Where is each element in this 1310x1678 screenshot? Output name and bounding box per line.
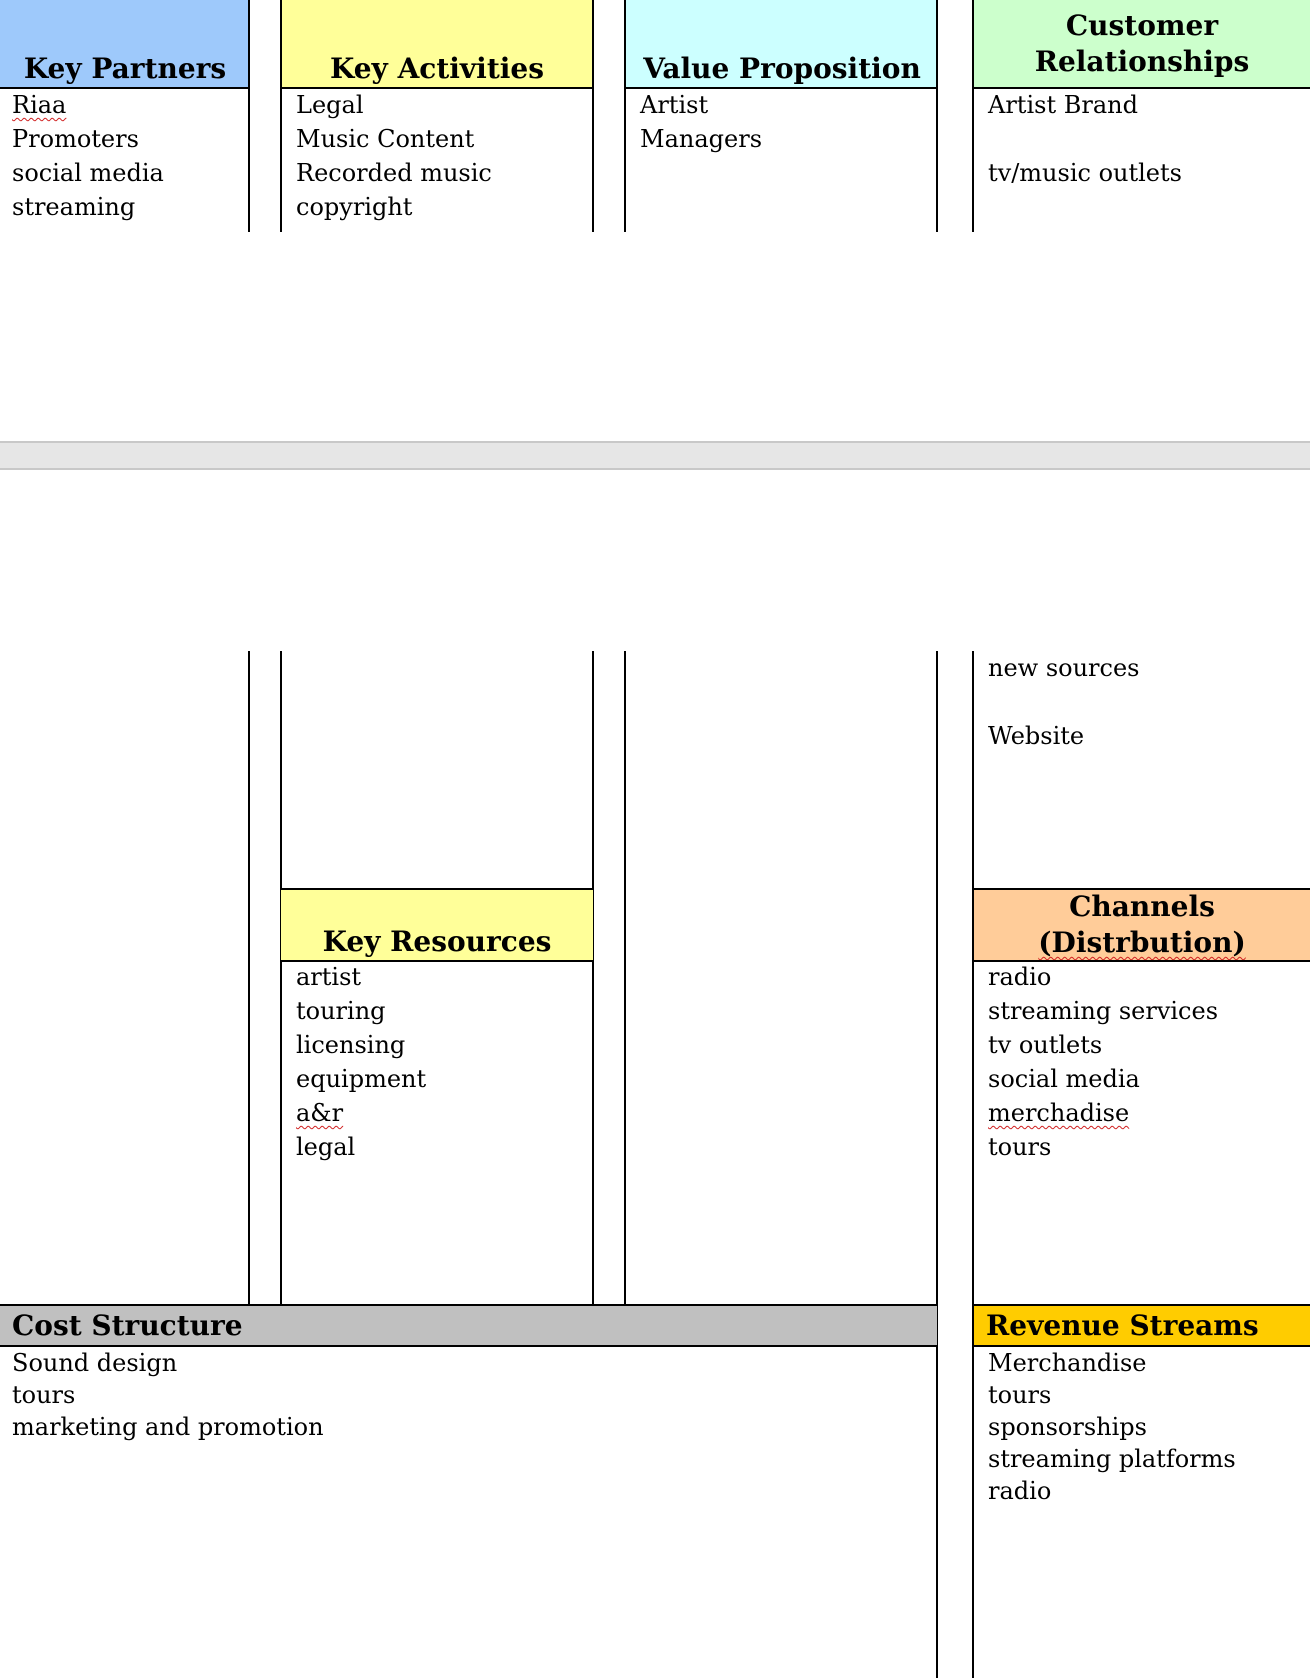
divider-line (624, 0, 626, 232)
divider-line (592, 651, 594, 1304)
list-item (988, 685, 1140, 719)
list-item: Artist (640, 91, 709, 119)
customer-relationships-header (974, 0, 1310, 89)
key-resources-title: Key Resources (322, 925, 552, 958)
list-item: Sound design (12, 1349, 178, 1377)
list-item: merchadise (988, 1099, 1130, 1127)
key-activities-header (281, 0, 593, 89)
cost-structure-title: Cost Structure (12, 1308, 243, 1342)
key-resources-header (281, 888, 593, 962)
key-activities-list (296, 88, 492, 224)
list-item: tv outlets (988, 1031, 1103, 1059)
key-partners-list (12, 88, 164, 224)
divider-line (280, 0, 282, 232)
list-item: new sources (988, 654, 1140, 682)
revenue-streams-header (974, 1304, 1310, 1347)
value-proposition-title: Value Proposition (643, 52, 921, 85)
list-item: radio (988, 1477, 1052, 1505)
channels-list (988, 960, 1218, 1164)
canvas-page-top (0, 0, 1310, 441)
divider-line (248, 651, 250, 1304)
list-item: licensing (296, 1031, 406, 1059)
list-item: sponsorships (988, 1413, 1147, 1441)
list-item: Recorded music (296, 159, 492, 187)
divider-line (972, 651, 974, 1678)
customer-relationships-continued-list (988, 651, 1140, 753)
page-break (0, 441, 1310, 470)
divider-line (624, 651, 626, 1304)
cost-structure-header (0, 1304, 937, 1347)
customer-relationships-title-line1: Customer (1065, 8, 1219, 42)
divider-line (592, 0, 594, 232)
list-item: tours (988, 1381, 1052, 1409)
revenue-streams-title: Revenue Streams (986, 1308, 1259, 1342)
list-item: Merchandise (988, 1349, 1147, 1377)
list-item: streaming platforms (988, 1445, 1236, 1473)
key-partners-title: Key Partners (23, 52, 227, 85)
customer-relationships-title-line2: Relationships (1034, 44, 1250, 78)
list-item: artist (296, 963, 362, 991)
key-activities-title: Key Activities (330, 52, 544, 85)
divider-line (280, 651, 282, 1304)
list-item: Music Content (296, 125, 475, 153)
customer-relationships-list (988, 88, 1182, 190)
list-item: Artist Brand (988, 91, 1138, 119)
list-item: tv/music outlets (988, 159, 1182, 187)
list-item: equipment (296, 1065, 427, 1093)
channels-header (974, 888, 1310, 962)
list-item: Promoters (12, 125, 139, 153)
divider-line (972, 0, 974, 232)
divider-line (936, 0, 938, 232)
revenue-streams-list (988, 1346, 1236, 1506)
canvas-page-bottom (0, 470, 1310, 1678)
list-item: copyright (296, 193, 413, 221)
list-item: marketing and promotion (12, 1413, 324, 1441)
list-item: legal (296, 1133, 356, 1161)
value-proposition-header (626, 0, 938, 89)
list-item: streaming (12, 193, 136, 221)
list-item: Riaa (12, 91, 67, 119)
list-item: social media (988, 1065, 1140, 1093)
key-partners-header (0, 0, 250, 89)
list-item: Managers (640, 125, 763, 153)
key-resources-list (296, 960, 426, 1164)
channels-title-line1: Channels (1069, 890, 1215, 923)
list-item: Legal (296, 91, 364, 119)
value-proposition-list (640, 88, 762, 156)
list-item: touring (296, 997, 386, 1025)
list-item: a&r (296, 1099, 344, 1127)
list-item: tours (12, 1381, 76, 1409)
list-item: social media (12, 159, 164, 187)
divider-line (936, 651, 938, 1678)
list-item: streaming services (988, 997, 1219, 1025)
cost-structure-list (12, 1346, 324, 1442)
divider-line (248, 0, 250, 232)
list-item (988, 122, 1182, 156)
list-item: radio (988, 963, 1052, 991)
list-item: tours (988, 1133, 1052, 1161)
channels-title-line2: (Distrbution) (1038, 926, 1246, 959)
list-item: Website (988, 722, 1085, 750)
